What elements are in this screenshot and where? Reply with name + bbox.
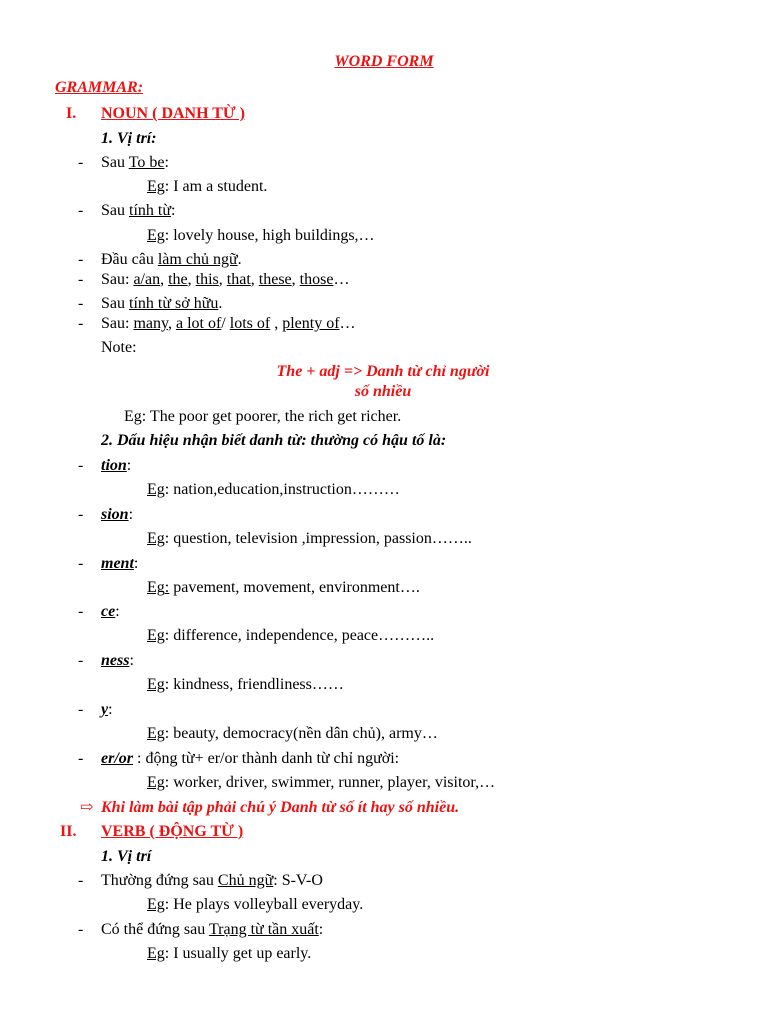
suffix-keyword: ce [101,603,116,620]
suffix-keyword: ment [101,555,134,572]
eg-label: Eg [147,676,165,693]
eg-label: Eg [147,530,165,547]
noun-position-heading: 1. Vị trí: [101,130,157,147]
eg-label: Eg [147,896,165,913]
bullet-dash: - [78,251,84,268]
noun-heading: NOUN ( DANH TỪ ) [101,105,245,122]
bullet-dash: - [78,457,84,474]
keyword: Chủ ngữ [217,872,274,889]
suffix-keyword: tion [101,457,127,474]
noun-suffix-heading: 2. Dấu hiệu nhận biết danh từ: thường có hậu tố là: [101,432,447,449]
eg-label: Eg [147,725,165,742]
rule-line-1: The + adj => Danh từ chỉ người [276,363,490,380]
bullet-dash: - [78,271,84,288]
eg-label: Eg [147,945,165,962]
verb-position-heading: 1. Vị trí [101,848,152,865]
arrow-right-icon: ⇨ [80,799,94,816]
warning-text: Khi làm bài tập phải chú ý Danh từ số ít hay số nhiều. [101,799,460,816]
document-title: WORD FORM [334,53,434,70]
bullet-dash: - [78,315,84,332]
rule-example: Eg: The poor get poorer, the rich get richer. [124,408,402,425]
section-number-verb: II. [60,823,77,840]
bullet-dash: - [78,652,84,669]
eg-label: Eg [147,579,165,596]
keyword: tính từ [129,202,172,219]
bullet-dash: - [78,154,84,171]
suffix-keyword: y [101,701,109,718]
keyword: tính từ sở hữu [129,295,219,312]
bullet-dash: - [78,202,84,219]
verb-heading: VERB ( ĐỘNG TỪ ) [101,823,244,840]
suffix-keyword: er/or [101,750,133,767]
suffix-keyword: sion [101,506,129,523]
note-label: Note: [101,339,137,356]
bullet-dash: - [78,921,84,938]
bullet-dash: - [78,506,84,523]
keyword: làm chủ ngữ [157,251,238,268]
eg-label: Eg [147,627,165,644]
bullet-dash: - [78,555,84,572]
eg-label: Eg [147,227,165,244]
bullet-dash: - [78,750,84,767]
bullet-dash: - [78,603,84,620]
keyword: Trạng từ tần xuất [208,921,319,938]
grammar-heading: GRAMMAR: [55,79,144,96]
eg-label: Eg [147,774,165,791]
keyword: To be [128,154,165,171]
bullet-dash: - [78,872,84,889]
section-number-noun: I. [66,105,77,122]
bullet-dash: - [78,295,84,312]
suffix-keyword: ness [101,652,130,669]
rule-line-2: số nhiều [354,383,412,400]
eg-label: Eg [147,481,165,498]
bullet-dash: - [78,701,84,718]
eg-label: Eg [147,178,165,195]
